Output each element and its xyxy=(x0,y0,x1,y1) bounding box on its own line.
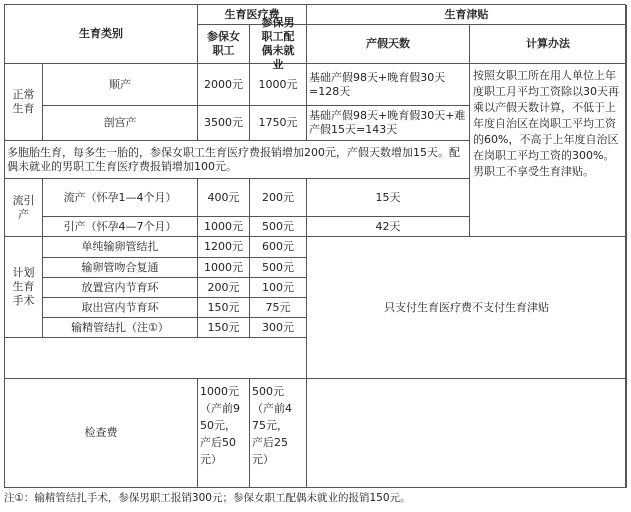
checkup-blank xyxy=(307,379,627,488)
family-planning-label: 计划 生育 手术 xyxy=(5,237,43,338)
row-days: 42天 xyxy=(307,217,470,237)
row-female-fee: 1000元 xyxy=(198,258,250,278)
row-female-fee: 150元 xyxy=(198,318,250,338)
maternity-insurance-table xyxy=(4,4,626,488)
row-female-fee: 3500元 xyxy=(198,106,250,141)
checkup-female-fee: 1000元 （产前9 50元， 产后50 元） xyxy=(198,379,250,488)
row-female-fee: 150元 xyxy=(198,298,250,318)
header-spouse: 参保男 职工配 偶未就 业 xyxy=(250,25,307,64)
header-calc-method: 计算办法 xyxy=(470,25,627,64)
row-spouse-fee: 600元 xyxy=(250,237,307,258)
row-days: 基础产假98天+晚育假30天=128天 xyxy=(307,64,470,106)
footnote: 注①：输精管结扎手术，参保男职工报销300元；参保女职工配偶未就业的报销150元。 xyxy=(4,492,411,504)
row-name: 输卵管吻合复通 xyxy=(43,258,198,278)
row-spouse-fee: 500元 xyxy=(250,217,307,237)
multiple-birth-note: 多胞胎生育，每多生一胎的，参保女职工生育医疗费报销增加200元，产假天数增加15天。配偶未就业的男职工生育医疗费报销增加100元。 xyxy=(5,141,470,179)
calc-method-text: 按照女职工所在用人单位上年度职工月平均工资除以30天再乘以产假天数计算，不低于上年度自治区在岗职工平均工资的60%，不高于上年度自治区在岗职工平均工资的300%。 男职工不享受生育津贴。 xyxy=(470,64,627,237)
row-days: 15天 xyxy=(307,179,470,217)
row-spouse-fee: 1000元 xyxy=(250,64,307,106)
row-spouse-fee: 75元 xyxy=(250,298,307,318)
row-spouse-fee: 500元 xyxy=(250,258,307,278)
row-name: 单纯输卵管结扎 xyxy=(43,237,198,258)
header-insured-female: 参保女 职工 xyxy=(198,25,250,64)
header-category: 生育类别 xyxy=(5,5,198,64)
row-name: 放置宫内节育环 xyxy=(43,278,198,298)
row-name: 引产（怀孕4—7个月） xyxy=(43,217,198,237)
row-spouse-fee: 300元 xyxy=(250,318,307,338)
checkup-spouse-fee: 500元 （产前4 75元， 产后25 元） xyxy=(250,379,307,488)
family-planning-note: 只支付生育医疗费不支付生育津贴 xyxy=(307,237,627,379)
row-name: 流产（怀孕1—4个月） xyxy=(43,179,198,217)
checkup-label: 检查费 xyxy=(5,379,198,488)
header-maternity-days: 产假天数 xyxy=(307,25,470,64)
row-female-fee: 1200元 xyxy=(198,237,250,258)
row-days: 基础产假98天+晚育假30天+难产假15天=143天 xyxy=(307,106,470,141)
normal-birth-label: 正常 生育 xyxy=(5,64,43,141)
row-female-fee: 400元 xyxy=(198,179,250,217)
header-medical-fee: 生育医疗费 xyxy=(198,5,307,25)
row-female-fee: 200元 xyxy=(198,278,250,298)
abortion-label: 流引 产 xyxy=(5,179,43,237)
row-name: 输精管结扎（注①） xyxy=(43,318,198,338)
row-name: 剖宫产 xyxy=(43,106,198,141)
row-spouse-fee: 200元 xyxy=(250,179,307,217)
header-allowance: 生育津贴 xyxy=(307,5,627,25)
row-female-fee: 2000元 xyxy=(198,64,250,106)
blank-spacer xyxy=(5,338,307,379)
row-female-fee: 1000元 xyxy=(198,217,250,237)
row-spouse-fee: 1750元 xyxy=(250,106,307,141)
row-name: 顺产 xyxy=(43,64,198,106)
row-spouse-fee: 100元 xyxy=(250,278,307,298)
row-name: 取出宫内节育环 xyxy=(43,298,198,318)
